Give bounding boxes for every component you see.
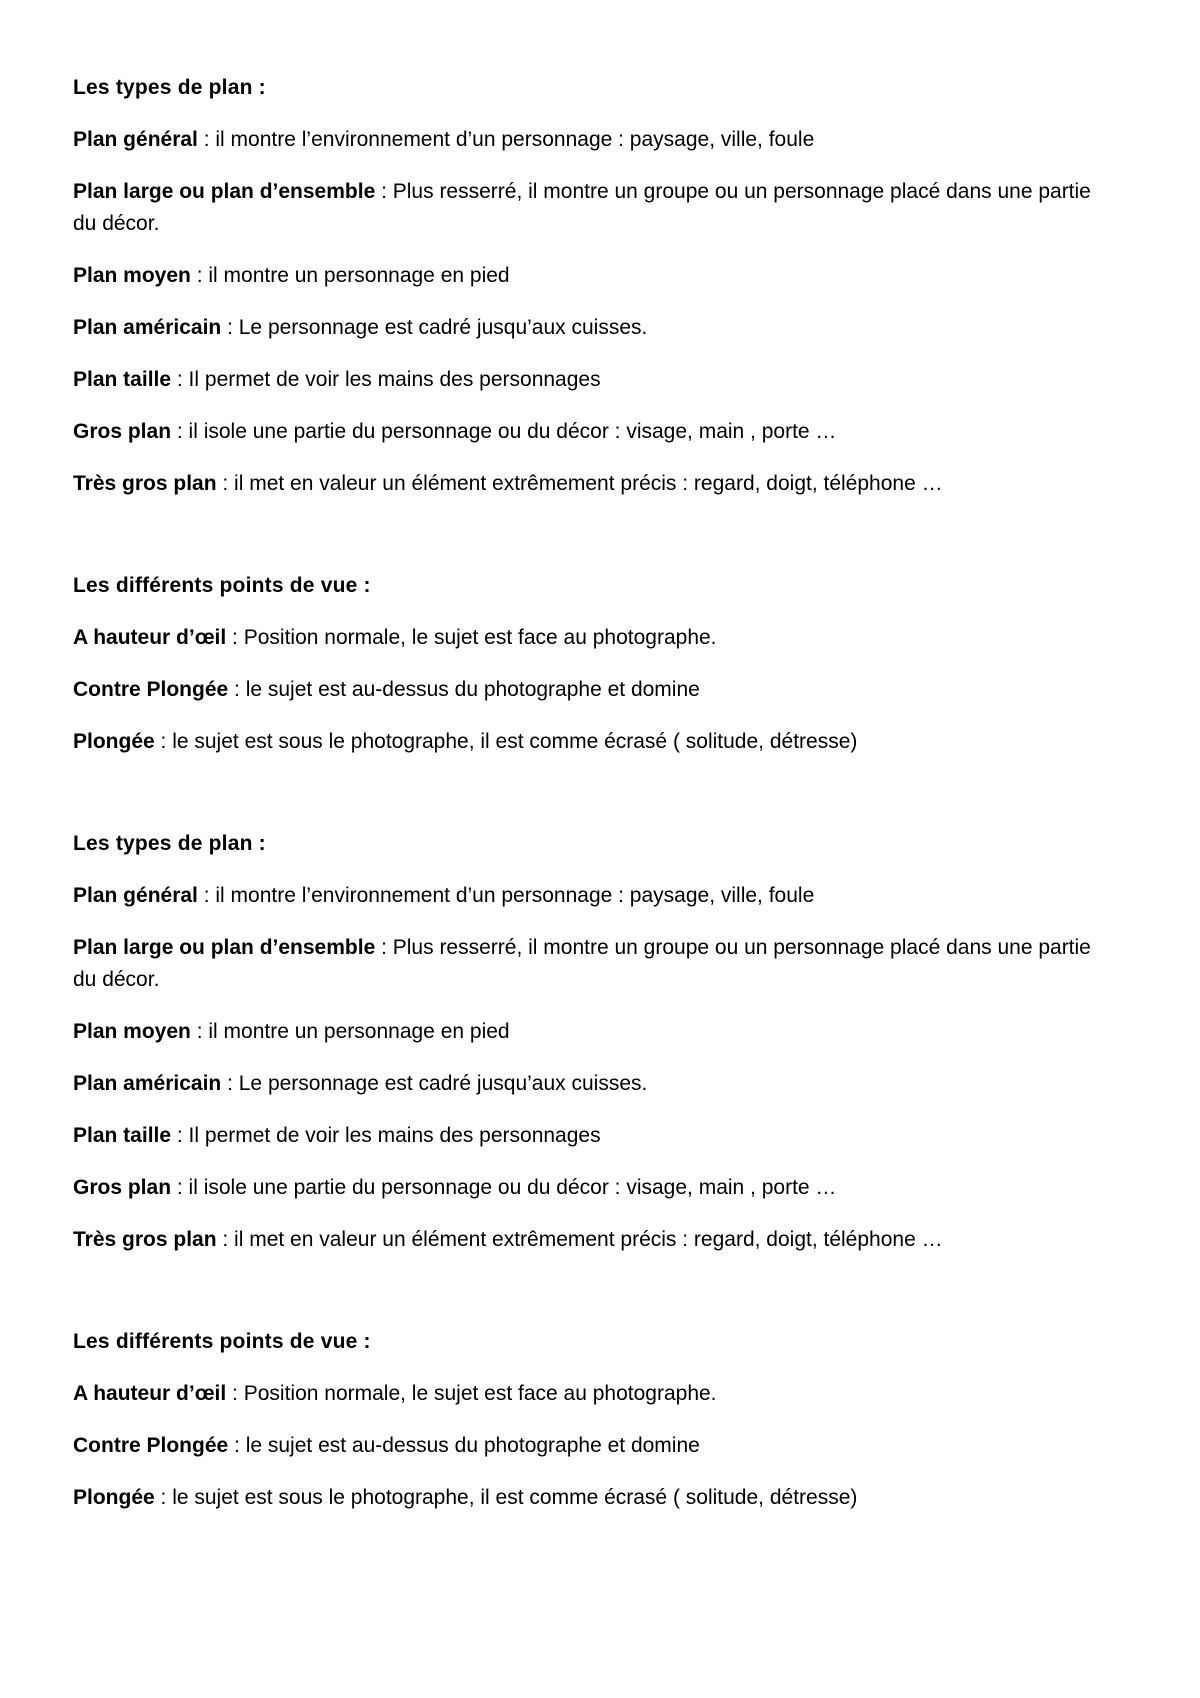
definition-term: Plan taille bbox=[73, 368, 172, 391]
definition-text: : il isole une partie du personnage ou du décor : visage, main , porte … bbox=[171, 1176, 837, 1199]
definition-term: A hauteur d’œil bbox=[73, 626, 227, 649]
definition-text: : il montre l’environnement d’un personnage : paysage, ville, foule bbox=[197, 128, 815, 151]
definition-term: Plongée bbox=[73, 730, 155, 753]
definition-term: Contre Plongée bbox=[73, 678, 229, 701]
definition-text: : le sujet est au-dessus du photographe et domine bbox=[228, 1434, 700, 1457]
definition-entry bbox=[73, 1482, 1093, 1514]
definition-entry bbox=[73, 726, 1093, 758]
definition-text: : le sujet est sous le photographe, il est comme écrasé ( solitude, détresse) bbox=[154, 1486, 858, 1509]
definition-text: : Il permet de voir les mains des personnages bbox=[171, 368, 601, 391]
document-body bbox=[73, 72, 1093, 1534]
definition-entry bbox=[73, 622, 1093, 654]
definition-entry bbox=[73, 416, 1093, 448]
definition-entry bbox=[73, 1172, 1093, 1204]
definition-entry bbox=[73, 124, 1093, 156]
definition-term: Plan moyen bbox=[73, 264, 191, 287]
definition-term: Très gros plan bbox=[73, 1228, 217, 1251]
definition-term: Très gros plan bbox=[73, 472, 217, 495]
section-types-de-plan bbox=[73, 72, 1093, 500]
definition-entry bbox=[73, 176, 1093, 240]
definition-term: Gros plan bbox=[73, 420, 172, 443]
section-spacer bbox=[73, 520, 1093, 570]
definition-entry bbox=[73, 260, 1093, 292]
section-heading: Les types de plan : bbox=[73, 832, 266, 855]
definition-entry bbox=[73, 1120, 1093, 1152]
definition-text: : le sujet est au-dessus du photographe et domine bbox=[228, 678, 700, 701]
section-heading: Les différents points de vue : bbox=[73, 1330, 371, 1353]
definition-term: Plan américain bbox=[73, 1072, 222, 1095]
definition-entry bbox=[73, 312, 1093, 344]
definition-term: Plongée bbox=[73, 1486, 155, 1509]
definition-text: : il isole une partie du personnage ou du décor : visage, main , porte … bbox=[171, 420, 837, 443]
definition-text: : Position normale, le sujet est face au photographe. bbox=[226, 1382, 717, 1405]
definition-term: Plan moyen bbox=[73, 1020, 191, 1043]
definition-text: : Le personnage est cadré jusqu’aux cuisses. bbox=[221, 1072, 648, 1095]
definition-entry bbox=[73, 1378, 1093, 1410]
definition-term: Plan large ou plan d’ensemble bbox=[73, 936, 376, 959]
definition-term: Contre Plongée bbox=[73, 1434, 229, 1457]
definition-term: Plan général bbox=[73, 128, 198, 151]
definition-term: A hauteur d’œil bbox=[73, 1382, 227, 1405]
definition-entry bbox=[73, 468, 1093, 500]
definition-text: : le sujet est sous le photographe, il est comme écrasé ( solitude, détresse) bbox=[154, 730, 858, 753]
definition-text: : il montre l’environnement d’un personnage : paysage, ville, foule bbox=[197, 884, 815, 907]
definition-text: : il montre un personnage en pied bbox=[190, 264, 510, 287]
definition-text: : Il permet de voir les mains des personnages bbox=[171, 1124, 601, 1147]
definition-entry bbox=[73, 880, 1093, 912]
section-spacer bbox=[73, 778, 1093, 828]
definition-entry bbox=[73, 364, 1093, 396]
definition-entry bbox=[73, 1224, 1093, 1256]
section-heading: Les différents points de vue : bbox=[73, 574, 371, 597]
section-heading: Les types de plan : bbox=[73, 76, 266, 99]
section-types-de-plan bbox=[73, 828, 1093, 1256]
definition-text: : il met en valeur un élément extrêmement précis : regard, doigt, téléphone … bbox=[216, 472, 943, 495]
definition-entry bbox=[73, 674, 1093, 706]
definition-term: Plan général bbox=[73, 884, 198, 907]
section-spacer bbox=[73, 1276, 1093, 1326]
definition-text: : Le personnage est cadré jusqu’aux cuisses. bbox=[221, 316, 648, 339]
definition-text: : il met en valeur un élément extrêmement précis : regard, doigt, téléphone … bbox=[216, 1228, 943, 1251]
definition-entry bbox=[73, 932, 1093, 996]
definition-entry bbox=[73, 1430, 1093, 1462]
definition-entry bbox=[73, 1068, 1093, 1100]
section-points-de-vue bbox=[73, 1326, 1093, 1514]
definition-entry bbox=[73, 1016, 1093, 1048]
definition-text: : il montre un personnage en pied bbox=[190, 1020, 510, 1043]
definition-term: Plan taille bbox=[73, 1124, 172, 1147]
definition-text: : Plus resserré, il montre un groupe ou un personnage placé dans une partie du décor. bbox=[73, 180, 1091, 235]
definition-term: Gros plan bbox=[73, 1176, 172, 1199]
definition-term: Plan américain bbox=[73, 316, 222, 339]
definition-term: Plan large ou plan d’ensemble bbox=[73, 180, 376, 203]
definition-text: : Position normale, le sujet est face au photographe. bbox=[226, 626, 717, 649]
section-points-de-vue bbox=[73, 570, 1093, 758]
definition-text: : Plus resserré, il montre un groupe ou un personnage placé dans une partie du décor. bbox=[73, 936, 1091, 991]
